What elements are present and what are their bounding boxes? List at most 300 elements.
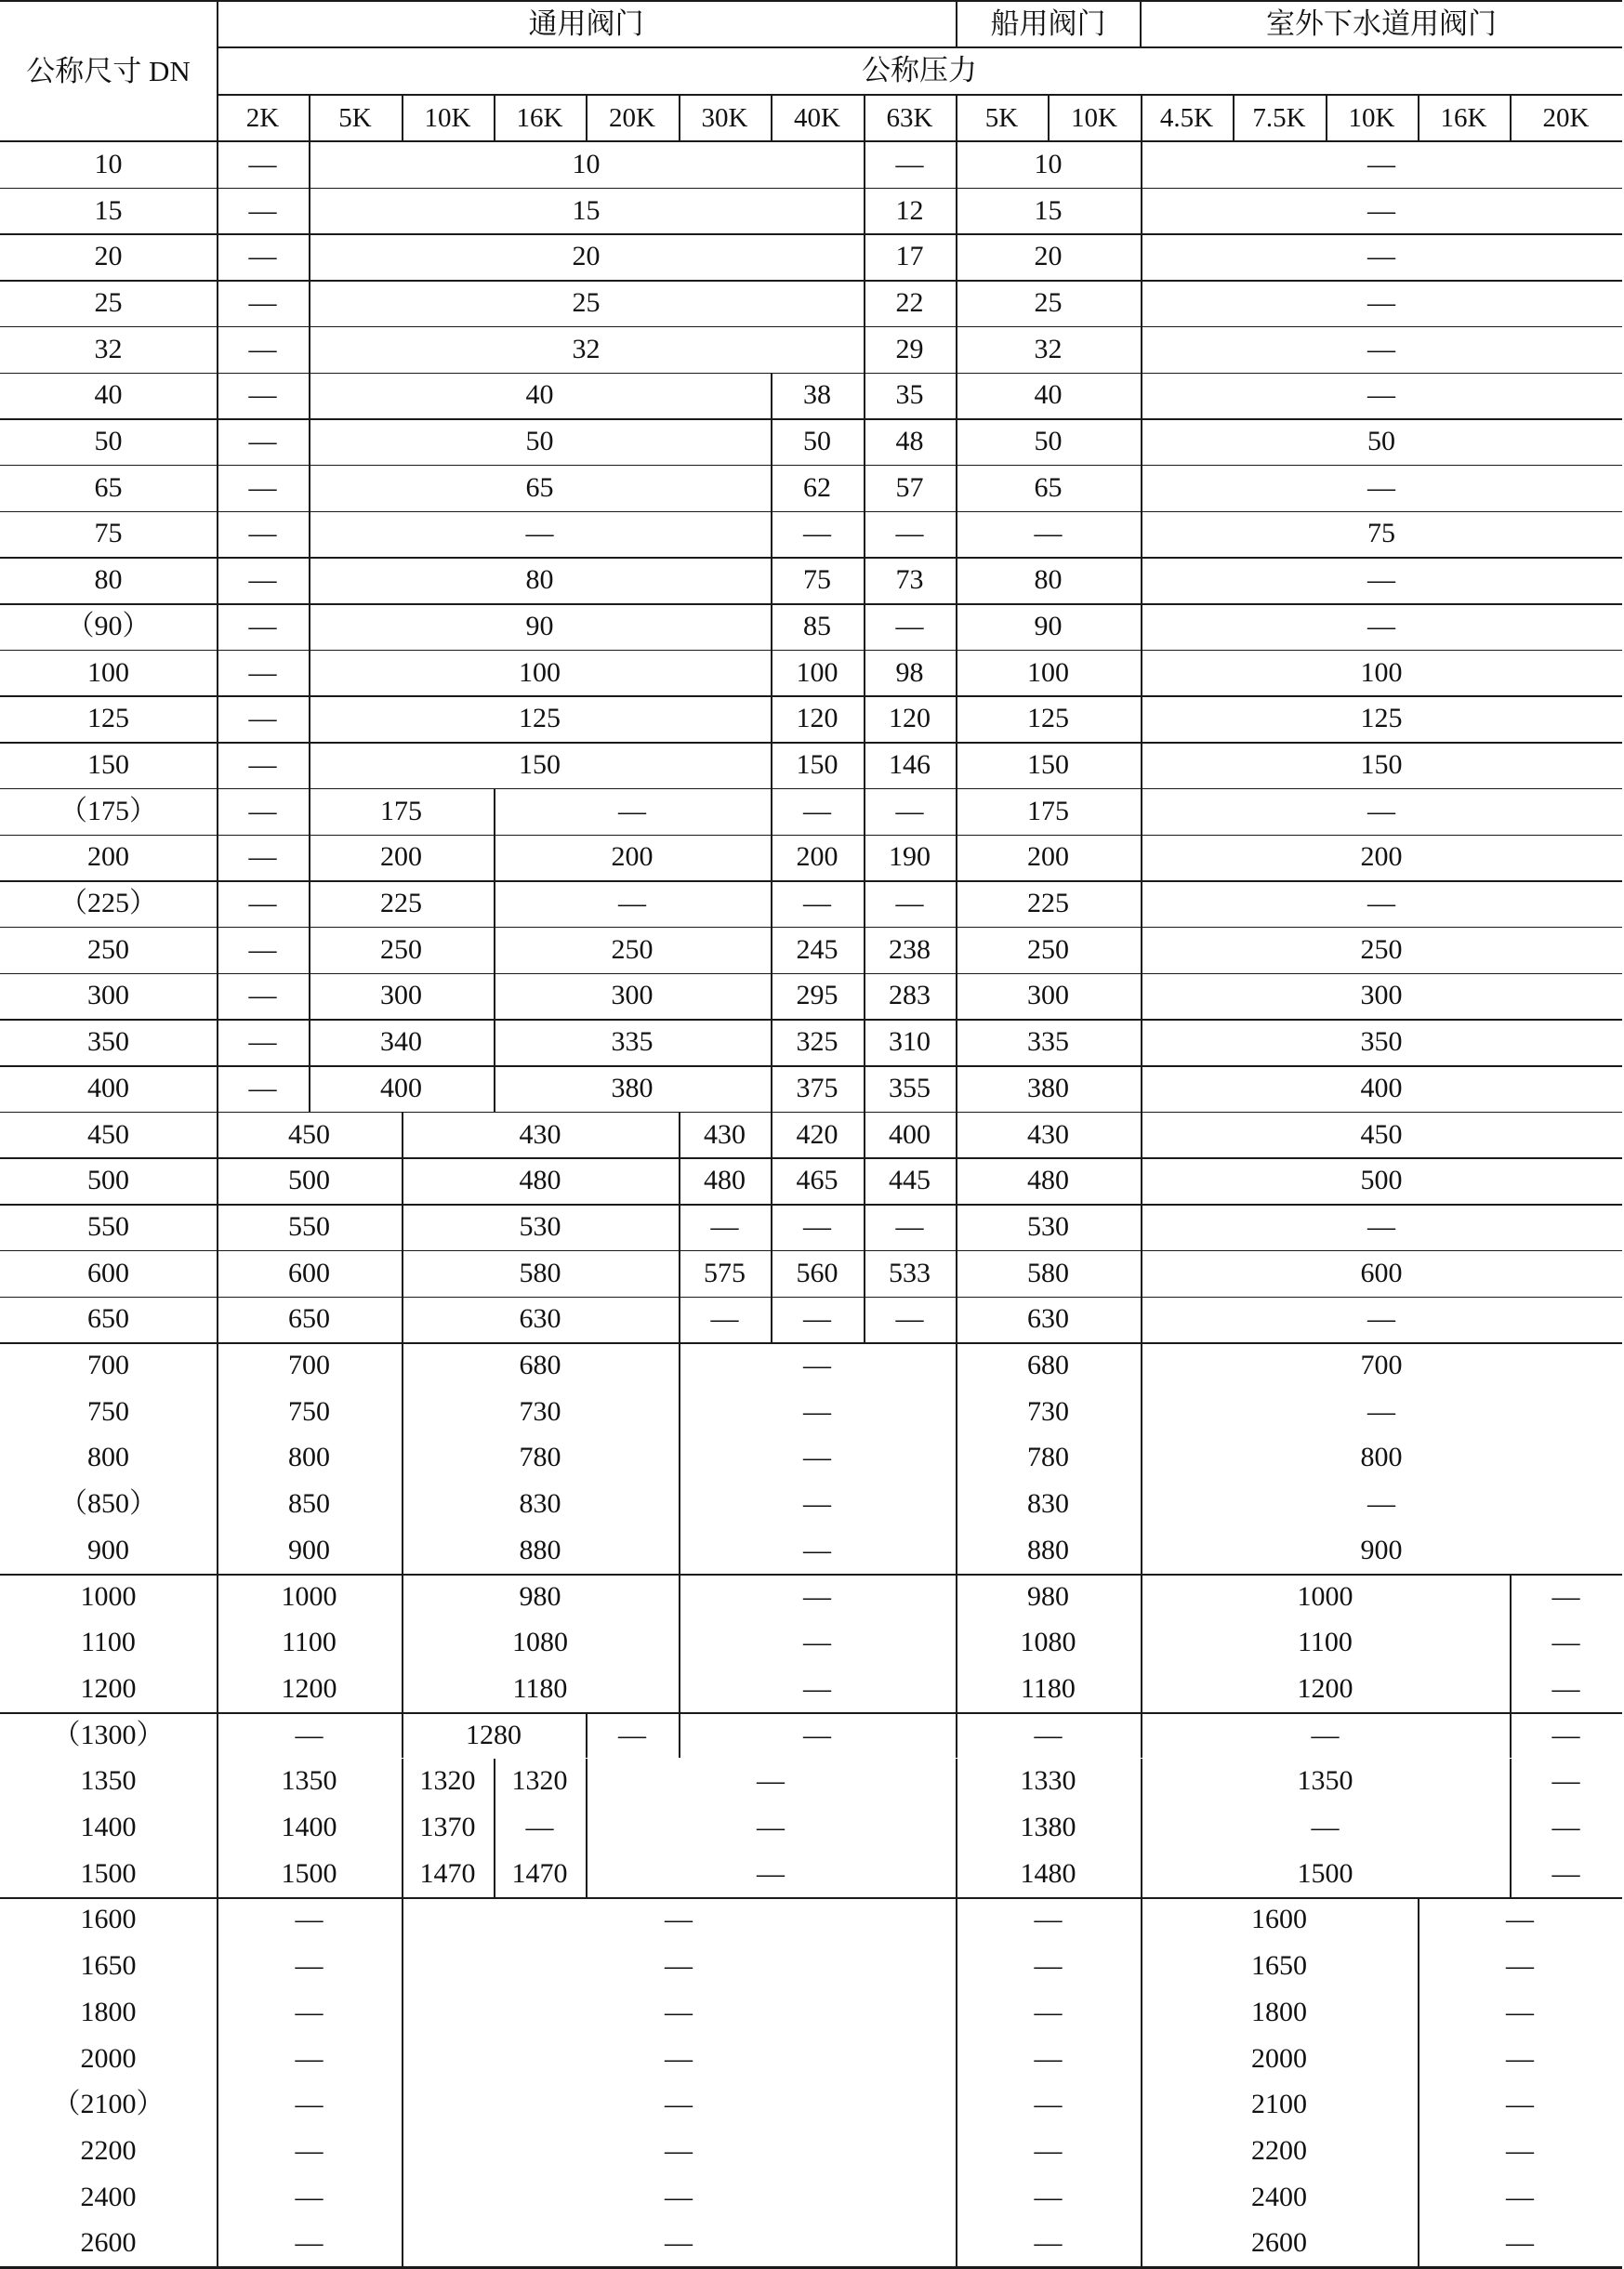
value-cell: — xyxy=(803,1719,831,1750)
grid-line xyxy=(586,1759,588,1897)
value-cell: 350 xyxy=(1360,1026,1403,1058)
value-cell: 98 xyxy=(895,656,924,688)
value-cell: — xyxy=(1506,2181,1534,2212)
value-cell: 480 xyxy=(1027,1165,1069,1196)
dn-value: 1600 xyxy=(80,1904,137,1935)
value-cell: 245 xyxy=(796,933,838,965)
value-cell: 238 xyxy=(889,933,931,965)
value-cell: 1500 xyxy=(281,1857,337,1889)
grid-line xyxy=(1510,1759,1512,1897)
value-cell: 1400 xyxy=(281,1812,337,1843)
value-cell: — xyxy=(1367,241,1395,272)
dn-value: 75 xyxy=(94,518,123,549)
dn-value: 1350 xyxy=(80,1765,137,1797)
grid-line xyxy=(0,1157,1622,1159)
grid-line xyxy=(0,973,1622,975)
value-cell: 120 xyxy=(796,703,838,734)
pressure-class-12: 10K xyxy=(1348,102,1395,133)
value-cell: — xyxy=(895,795,924,826)
dn-value: 100 xyxy=(87,656,129,688)
grid-line xyxy=(1141,1112,1142,1343)
dn-value: （90） xyxy=(66,610,151,641)
grid-line xyxy=(0,1897,1622,1899)
value-cell: — xyxy=(295,1996,323,2027)
value-cell: — xyxy=(618,1719,646,1750)
grid-line xyxy=(1326,95,1327,141)
value-cell: 1480 xyxy=(1020,1857,1076,1889)
pressure-class-5: 30K xyxy=(701,102,748,133)
value-cell: 40 xyxy=(525,379,554,411)
value-cell: 355 xyxy=(889,1072,931,1103)
grid-line xyxy=(1418,1897,1419,2267)
dn-value: 500 xyxy=(87,1165,129,1196)
grid-line xyxy=(0,1250,1622,1252)
value-cell: — xyxy=(665,2042,693,2074)
value-cell: 2000 xyxy=(1251,2042,1307,2074)
value-cell: 310 xyxy=(889,1026,931,1058)
value-cell: 375 xyxy=(796,1072,838,1103)
value-cell: 125 xyxy=(1360,703,1403,734)
value-cell: — xyxy=(1311,1719,1340,1750)
dn-value: 15 xyxy=(94,194,123,226)
grid-line xyxy=(1140,0,1142,46)
dn-value: 750 xyxy=(87,1395,129,1427)
value-cell: 1380 xyxy=(1020,1812,1076,1843)
value-cell: — xyxy=(1551,1580,1580,1612)
value-cell: 25 xyxy=(572,286,601,318)
dn-value: 1100 xyxy=(81,1627,136,1658)
value-cell: — xyxy=(1367,1303,1395,1335)
value-cell: 75 xyxy=(1367,518,1395,549)
value-cell: 730 xyxy=(519,1395,561,1427)
value-cell: 700 xyxy=(1360,1350,1403,1381)
grid-line xyxy=(0,1065,1622,1067)
value-cell: 1000 xyxy=(281,1580,337,1612)
grid-line xyxy=(1141,1342,1142,1574)
value-cell: — xyxy=(803,1580,831,1612)
value-cell: — xyxy=(295,1719,323,1750)
value-cell: 1320 xyxy=(419,1765,476,1797)
value-cell: 35 xyxy=(895,379,924,411)
value-cell: 680 xyxy=(519,1350,561,1381)
dn-value: 50 xyxy=(94,426,123,457)
dn-value: 200 xyxy=(87,841,129,873)
value-cell: — xyxy=(525,1812,554,1843)
value-cell: — xyxy=(248,379,277,411)
grid-line xyxy=(0,280,1622,282)
value-cell: 15 xyxy=(572,194,601,226)
value-cell: 980 xyxy=(1027,1580,1069,1612)
value-cell: — xyxy=(665,2227,693,2259)
value-cell: 1200 xyxy=(281,1672,337,1704)
value-cell: 175 xyxy=(1027,795,1069,826)
value-cell: 480 xyxy=(519,1165,561,1196)
value-cell: 100 xyxy=(796,656,838,688)
grid-line xyxy=(956,1112,957,1343)
value-cell: — xyxy=(248,888,277,919)
value-cell: 630 xyxy=(1027,1303,1069,1335)
value-cell: 73 xyxy=(895,564,924,596)
value-cell: 780 xyxy=(1027,1442,1069,1473)
value-cell: 575 xyxy=(704,1257,746,1288)
grid-line xyxy=(0,835,1622,837)
grid-line xyxy=(0,927,1622,929)
grid-line xyxy=(0,373,1622,375)
value-cell: 50 xyxy=(525,426,554,457)
value-cell: 200 xyxy=(611,841,654,873)
value-cell: — xyxy=(803,1534,831,1565)
pressure-class-6: 40K xyxy=(794,102,840,133)
value-cell: 900 xyxy=(1360,1534,1403,1565)
grid-line xyxy=(1141,1712,1142,1759)
value-cell: 325 xyxy=(796,1026,838,1058)
value-cell: 150 xyxy=(519,748,561,780)
value-cell: 50 xyxy=(803,426,831,457)
value-cell: 1320 xyxy=(511,1765,568,1797)
grid-line xyxy=(217,94,1622,96)
grid-line xyxy=(956,1574,957,1712)
pressure-class-1: 5K xyxy=(338,102,372,133)
grid-line xyxy=(771,95,772,141)
grid-line xyxy=(956,95,957,141)
value-cell: 50 xyxy=(1367,426,1395,457)
grid-line xyxy=(0,233,1622,235)
grid-line xyxy=(864,141,865,373)
grid-line xyxy=(309,95,310,141)
pressure-class-2: 10K xyxy=(424,102,471,133)
value-cell: 530 xyxy=(519,1210,561,1242)
grid-line xyxy=(217,0,218,141)
value-cell: — xyxy=(248,703,277,734)
value-cell: 50 xyxy=(1034,426,1063,457)
value-cell: 1370 xyxy=(419,1812,476,1843)
value-cell: 225 xyxy=(1027,888,1069,919)
dn-value: 32 xyxy=(94,333,123,364)
value-cell: — xyxy=(710,1210,739,1242)
pressure-class-7: 63K xyxy=(886,102,933,133)
value-cell: — xyxy=(1367,610,1395,641)
value-cell: — xyxy=(1034,2227,1063,2259)
dn-value: 550 xyxy=(87,1210,129,1242)
value-cell: 880 xyxy=(519,1534,561,1565)
grid-line xyxy=(586,1712,588,1759)
value-cell: — xyxy=(295,2181,323,2212)
value-cell: — xyxy=(248,286,277,318)
value-cell: 450 xyxy=(288,1118,330,1150)
dn-value: （1300） xyxy=(52,1719,165,1750)
value-cell: 1800 xyxy=(1251,1996,1307,2027)
value-cell: — xyxy=(248,148,277,179)
grid-line xyxy=(679,1112,680,1343)
grid-line xyxy=(864,1112,865,1343)
value-cell: — xyxy=(803,1303,831,1335)
value-cell: 750 xyxy=(288,1395,330,1427)
grid-line xyxy=(0,1112,1622,1114)
grid-line xyxy=(402,1342,403,1574)
value-cell: — xyxy=(618,888,646,919)
value-cell: — xyxy=(1506,2227,1534,2259)
pressure-class-14: 20K xyxy=(1542,102,1590,133)
dn-value: 900 xyxy=(87,1534,129,1565)
value-cell: 430 xyxy=(1027,1118,1069,1150)
grid-line xyxy=(0,695,1622,697)
value-cell: — xyxy=(1367,564,1395,596)
value-cell: 200 xyxy=(380,841,422,873)
value-cell: 150 xyxy=(796,748,838,780)
grid-line xyxy=(956,1759,957,1897)
value-cell: — xyxy=(665,2089,693,2120)
value-cell: 430 xyxy=(519,1118,561,1150)
value-cell: 300 xyxy=(380,980,422,1011)
value-cell: — xyxy=(665,1996,693,2027)
value-cell: — xyxy=(1506,1904,1534,1935)
value-cell: — xyxy=(665,1904,693,1935)
value-cell: 90 xyxy=(1034,610,1063,641)
value-cell: — xyxy=(1506,2042,1534,2074)
value-cell: — xyxy=(1551,1812,1580,1843)
value-cell: 120 xyxy=(889,703,931,734)
value-cell: 29 xyxy=(895,333,924,364)
value-cell: — xyxy=(1551,1857,1580,1889)
grid-line xyxy=(1510,95,1512,141)
grid-line xyxy=(1141,1897,1142,2267)
value-cell: 430 xyxy=(704,1118,746,1150)
value-cell: 150 xyxy=(1027,748,1069,780)
dn-value: 700 xyxy=(87,1350,129,1381)
value-cell: 340 xyxy=(380,1026,422,1058)
dn-value: （225） xyxy=(59,888,157,919)
value-cell: — xyxy=(248,333,277,364)
value-cell: 22 xyxy=(895,286,924,318)
dn-value: 800 xyxy=(87,1442,129,1473)
value-cell: 1330 xyxy=(1020,1765,1076,1797)
dn-value: 1200 xyxy=(80,1672,137,1704)
value-cell: 880 xyxy=(1027,1534,1069,1565)
dn-value: 2200 xyxy=(80,2134,137,2166)
value-cell: 500 xyxy=(1360,1165,1403,1196)
value-cell: — xyxy=(618,795,646,826)
grid-line xyxy=(956,1342,957,1574)
grid-line xyxy=(494,95,495,141)
value-cell: — xyxy=(1551,1672,1580,1704)
grid-line xyxy=(956,788,957,1112)
value-cell: — xyxy=(295,1950,323,1982)
value-cell: 400 xyxy=(1360,1072,1403,1103)
value-cell: — xyxy=(525,518,554,549)
value-cell: — xyxy=(665,1950,693,1982)
group-sewer-valves: 室外下水道用阀门 xyxy=(1266,7,1497,40)
value-cell: — xyxy=(803,1210,831,1242)
value-cell: — xyxy=(1551,1719,1580,1750)
value-cell: 80 xyxy=(525,564,554,596)
grid-line xyxy=(402,1574,403,1712)
value-cell: — xyxy=(248,471,277,503)
value-cell: 830 xyxy=(1027,1488,1069,1520)
value-cell: 1100 xyxy=(282,1627,337,1658)
value-cell: 465 xyxy=(796,1165,838,1196)
grid-line xyxy=(0,742,1622,744)
value-cell: — xyxy=(895,610,924,641)
value-cell: 32 xyxy=(1034,333,1063,364)
dn-value: 150 xyxy=(87,748,129,780)
value-cell: 65 xyxy=(525,471,554,503)
value-cell: — xyxy=(248,610,277,641)
grid-line xyxy=(0,1574,1622,1576)
value-cell: — xyxy=(248,1026,277,1058)
dn-value: 1650 xyxy=(80,1950,137,1982)
dn-value: 1800 xyxy=(80,1996,137,2027)
value-cell: 480 xyxy=(704,1165,746,1196)
value-cell: — xyxy=(295,1904,323,1935)
value-cell: — xyxy=(1367,379,1395,411)
value-cell: 1180 xyxy=(1021,1672,1076,1704)
value-cell: 980 xyxy=(519,1580,561,1612)
grid-line xyxy=(679,1342,680,1574)
value-cell: 125 xyxy=(1027,703,1069,734)
value-cell: — xyxy=(248,841,277,873)
value-cell: — xyxy=(1367,286,1395,318)
dn-value: 1000 xyxy=(80,1580,137,1612)
value-cell: 295 xyxy=(796,980,838,1011)
value-cell: — xyxy=(248,980,277,1011)
grid-line xyxy=(0,557,1622,559)
dn-value: 2600 xyxy=(80,2227,137,2259)
grid-line xyxy=(1141,1574,1142,1712)
value-cell: 2600 xyxy=(1251,2227,1307,2259)
value-cell: — xyxy=(803,1350,831,1381)
grid-line xyxy=(1418,95,1419,141)
value-cell: 200 xyxy=(1360,841,1403,873)
pressure-class-8: 5K xyxy=(984,102,1019,133)
value-cell: — xyxy=(248,1072,277,1103)
value-cell: 90 xyxy=(525,610,554,641)
dn-value: 300 xyxy=(87,980,129,1011)
value-cell: 40 xyxy=(1034,379,1063,411)
value-cell: 65 xyxy=(1034,471,1063,503)
value-cell: 75 xyxy=(803,564,831,596)
value-cell: 1180 xyxy=(512,1672,568,1704)
dn-value: （850） xyxy=(59,1488,157,1520)
value-cell: — xyxy=(248,194,277,226)
grid-line xyxy=(956,0,957,46)
dn-value: 350 xyxy=(87,1026,129,1058)
grid-line xyxy=(1141,1759,1142,1897)
grid-line xyxy=(1510,1712,1512,1759)
grid-line xyxy=(679,1712,680,1759)
value-cell: — xyxy=(1034,1996,1063,2027)
grid-line xyxy=(309,373,310,788)
grid-line xyxy=(1233,95,1235,141)
value-cell: 85 xyxy=(803,610,831,641)
grid-line xyxy=(494,1759,495,1897)
grid-line xyxy=(0,788,1622,790)
dn-value: 1500 xyxy=(80,1857,137,1889)
value-cell: — xyxy=(1034,2042,1063,2074)
value-cell: 800 xyxy=(1360,1442,1403,1473)
value-cell: — xyxy=(248,656,277,688)
value-cell: 32 xyxy=(572,333,601,364)
value-cell: 1000 xyxy=(1297,1580,1353,1612)
value-cell: 1080 xyxy=(512,1627,568,1658)
value-cell: 900 xyxy=(288,1534,330,1565)
value-cell: 100 xyxy=(1027,656,1069,688)
value-cell: 80 xyxy=(1034,564,1063,596)
dn-value: 450 xyxy=(87,1118,129,1150)
grid-line xyxy=(402,1759,403,1897)
value-cell: 380 xyxy=(611,1072,654,1103)
value-cell: 600 xyxy=(288,1257,330,1288)
value-cell: 730 xyxy=(1027,1395,1069,1427)
value-cell: 800 xyxy=(288,1442,330,1473)
value-cell: 450 xyxy=(1360,1118,1403,1150)
pressure-class-3: 16K xyxy=(516,102,563,133)
pressure-class-9: 10K xyxy=(1071,102,1117,133)
value-cell: 48 xyxy=(895,426,924,457)
dn-header: 公称尺寸 DN xyxy=(26,54,191,87)
grid-line xyxy=(402,1112,403,1343)
group-general-valves: 通用阀门 xyxy=(528,7,644,40)
grid-line xyxy=(0,880,1622,882)
value-cell: — xyxy=(1367,471,1395,503)
value-cell: 1350 xyxy=(1297,1765,1353,1797)
value-cell: — xyxy=(1034,1904,1063,1935)
value-cell: 25 xyxy=(1034,286,1063,318)
dn-value: （2100） xyxy=(52,2089,165,2120)
value-cell: 300 xyxy=(1360,980,1403,1011)
value-cell: — xyxy=(295,2089,323,2120)
value-cell: 335 xyxy=(611,1026,654,1058)
grid-line xyxy=(0,603,1622,605)
grid-line xyxy=(679,95,680,141)
value-cell: — xyxy=(665,2134,693,2166)
value-cell: 100 xyxy=(519,656,561,688)
value-cell: 580 xyxy=(1027,1257,1069,1288)
value-cell: 57 xyxy=(895,471,924,503)
value-cell: 250 xyxy=(380,933,422,965)
value-cell: 100 xyxy=(1360,656,1403,688)
value-cell: — xyxy=(248,748,277,780)
dn-value: （175） xyxy=(59,795,157,826)
value-cell: — xyxy=(803,1488,831,1520)
value-cell: 680 xyxy=(1027,1350,1069,1381)
value-cell: — xyxy=(1551,1765,1580,1797)
value-cell: 1350 xyxy=(281,1765,337,1797)
value-cell: — xyxy=(757,1812,785,1843)
grid-line xyxy=(402,95,403,141)
dn-value: 2000 xyxy=(80,2042,137,2074)
value-cell: 650 xyxy=(288,1303,330,1335)
value-cell: — xyxy=(1311,1812,1340,1843)
dn-value: 1400 xyxy=(80,1812,137,1843)
value-cell: 530 xyxy=(1027,1210,1069,1242)
grid-line xyxy=(864,788,865,1112)
value-cell: — xyxy=(803,1627,831,1658)
value-cell: — xyxy=(248,564,277,596)
value-cell: — xyxy=(1367,888,1395,919)
value-cell: 500 xyxy=(288,1165,330,1196)
value-cell: — xyxy=(710,1303,739,1335)
value-cell: — xyxy=(1506,1996,1534,2027)
value-cell: 1470 xyxy=(511,1857,568,1889)
value-cell: 1650 xyxy=(1251,1950,1307,1982)
value-cell: 1200 xyxy=(1297,1672,1353,1704)
grid-line xyxy=(956,141,957,373)
value-cell: — xyxy=(1367,1395,1395,1427)
value-cell: 2200 xyxy=(1251,2134,1307,2166)
value-cell: — xyxy=(1034,2134,1063,2166)
value-cell: — xyxy=(803,1395,831,1427)
grid-line xyxy=(0,0,1622,2)
